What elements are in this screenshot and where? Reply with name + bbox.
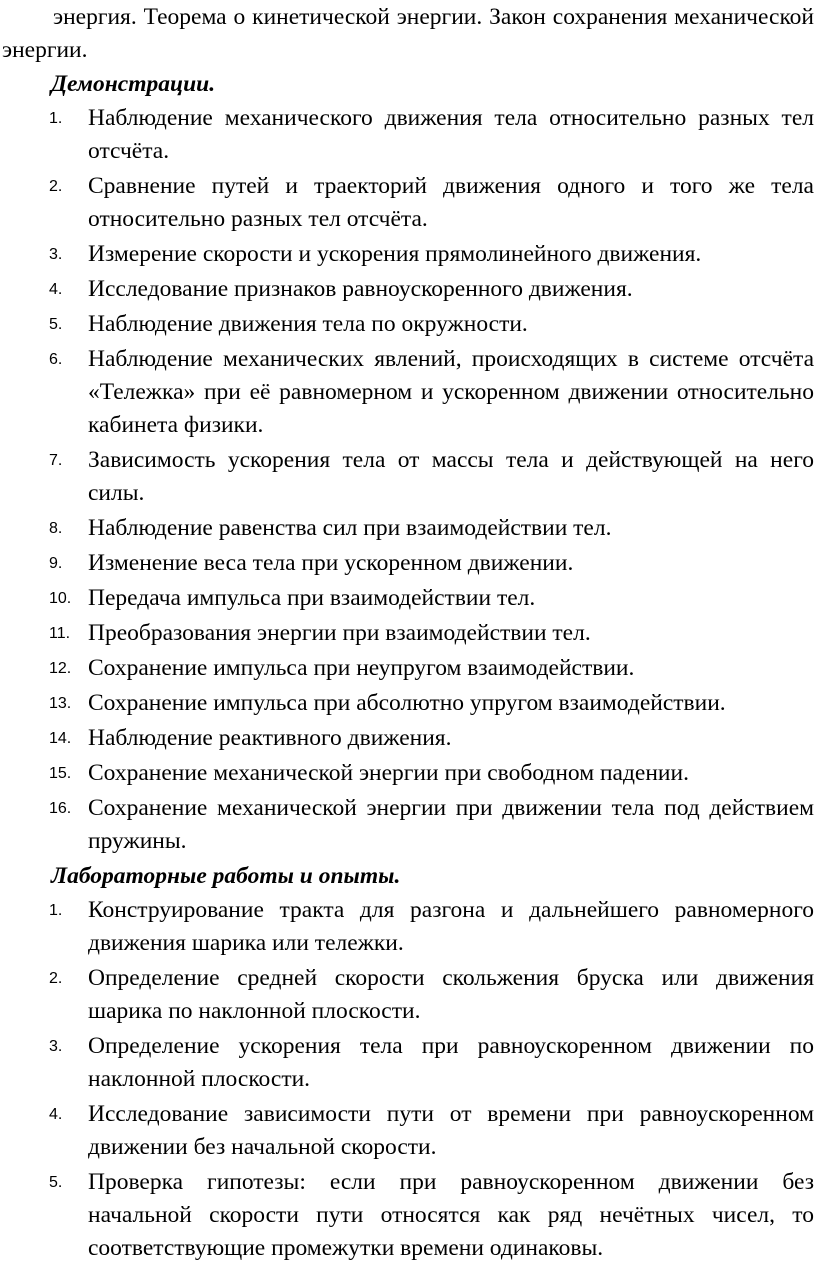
list-number: 13. bbox=[49, 695, 72, 712]
list-item bbox=[2, 687, 814, 720]
list-item bbox=[2, 170, 814, 236]
list-item-text: Наблюдение реактивного движения. bbox=[88, 725, 452, 751]
list-item bbox=[2, 582, 814, 615]
demonstrations-list bbox=[2, 102, 814, 858]
list-item-text: Сравнение путей и траекторий движения одного и того же тела относительно разных тел отсчёта. bbox=[88, 173, 814, 232]
list-item bbox=[2, 652, 814, 685]
list-item bbox=[2, 962, 814, 1028]
list-number: 6. bbox=[49, 351, 63, 368]
list-item bbox=[2, 308, 814, 341]
list-item bbox=[2, 757, 814, 790]
list-number: 1. bbox=[49, 902, 63, 919]
list-item-text: Наблюдение механических явлений, происходящих в системе отсчёта «Тележка» при её равномерном и ускоренном движении относительно кабинета физики. bbox=[88, 346, 814, 438]
demonstrations-heading: Демонстрации. bbox=[51, 71, 216, 97]
list-number: 1. bbox=[49, 110, 63, 127]
list-item-text: Изменение веса тела при ускоренном движении. bbox=[88, 550, 574, 576]
list-item bbox=[2, 1030, 814, 1096]
list-item-text: Сохранение импульса при неупругом взаимодействии. bbox=[88, 655, 635, 681]
list-number: 11. bbox=[49, 625, 71, 642]
list-number: 7. bbox=[49, 452, 63, 469]
list-item-text: Определение средней скорости скольжения бруска или движения шарика по наклонной плоскости. bbox=[88, 965, 814, 1024]
list-number: 5. bbox=[49, 316, 63, 333]
list-item-text: Исследование признаков равноускоренного движения. bbox=[88, 276, 633, 302]
list-item-text: Сохранение механической энергии при свободном падении. bbox=[88, 760, 689, 786]
list-item bbox=[2, 894, 814, 960]
labs-list bbox=[2, 894, 814, 1265]
list-item-text: Наблюдение механического движения тела относительно разных тел отсчёта. bbox=[88, 105, 814, 164]
list-item bbox=[2, 617, 814, 650]
list-item bbox=[2, 722, 814, 755]
list-item-text: Наблюдение движения тела по окружности. bbox=[88, 311, 528, 337]
list-number: 15. bbox=[49, 765, 72, 782]
list-item-text: Передача импульса при взаимодействии тел. bbox=[88, 585, 536, 611]
list-item bbox=[2, 444, 814, 510]
list-item-text: Наблюдение равенства сил при взаимодействии тел. bbox=[88, 515, 612, 541]
list-item-text: Сохранение импульса при абсолютно упругом взаимодействии. bbox=[88, 690, 726, 716]
list-number: 12. bbox=[49, 660, 72, 677]
labs-heading: Лабораторные работы и опыты. bbox=[51, 863, 401, 889]
list-item bbox=[2, 1098, 814, 1164]
list-item bbox=[2, 343, 814, 442]
list-number: 8. bbox=[49, 520, 63, 537]
list-item-text: Сохранение механической энергии при движении тела под действием пружины. bbox=[88, 795, 814, 854]
list-item bbox=[2, 512, 814, 545]
list-number: 10. bbox=[49, 590, 72, 607]
list-item-text: Определение ускорения тела при равноускоренном движении по наклонной плоскости. bbox=[88, 1033, 814, 1092]
list-item bbox=[2, 273, 814, 306]
list-number: 3. bbox=[49, 246, 63, 263]
list-item bbox=[2, 792, 814, 858]
list-item-text: Конструирование тракта для разгона и дальнейшего равномерного движения шарика или тележки. bbox=[88, 897, 814, 956]
list-item-text: Преобразования энергии при взаимодействии тел. bbox=[88, 620, 591, 646]
list-item-text: Зависимость ускорения тела от массы тела и действующей на него силы. bbox=[88, 447, 814, 506]
list-item bbox=[2, 238, 814, 271]
list-number: 9. bbox=[49, 555, 63, 572]
list-item bbox=[2, 547, 814, 580]
list-number: 4. bbox=[49, 1106, 63, 1123]
list-number: 2. bbox=[49, 970, 63, 987]
list-number: 3. bbox=[49, 1038, 63, 1055]
list-number: 2. bbox=[49, 178, 63, 195]
intro-paragraph: энергия. Теорема о кинетической энергии. Закон сохранения механической энергии. bbox=[2, 4, 814, 63]
list-number: 16. bbox=[49, 800, 72, 817]
list-number: 4. bbox=[49, 281, 63, 298]
list-number: 14. bbox=[49, 730, 72, 747]
list-item-text: Проверка гипотезы: если при равноускоренном движении без начальной скорости пути относятся как ряд нечётных чисел, то соответствующие промежутки времени одинаковы. bbox=[88, 1169, 814, 1261]
list-item-text: Измерение скорости и ускорения прямолинейного движения. bbox=[88, 241, 702, 267]
list-item bbox=[2, 102, 814, 168]
list-item bbox=[2, 1166, 814, 1265]
list-item-text: Исследование зависимости пути от времени при равноускоренном движении без начальной скорости. bbox=[88, 1101, 814, 1160]
list-number: 5. bbox=[49, 1174, 63, 1191]
